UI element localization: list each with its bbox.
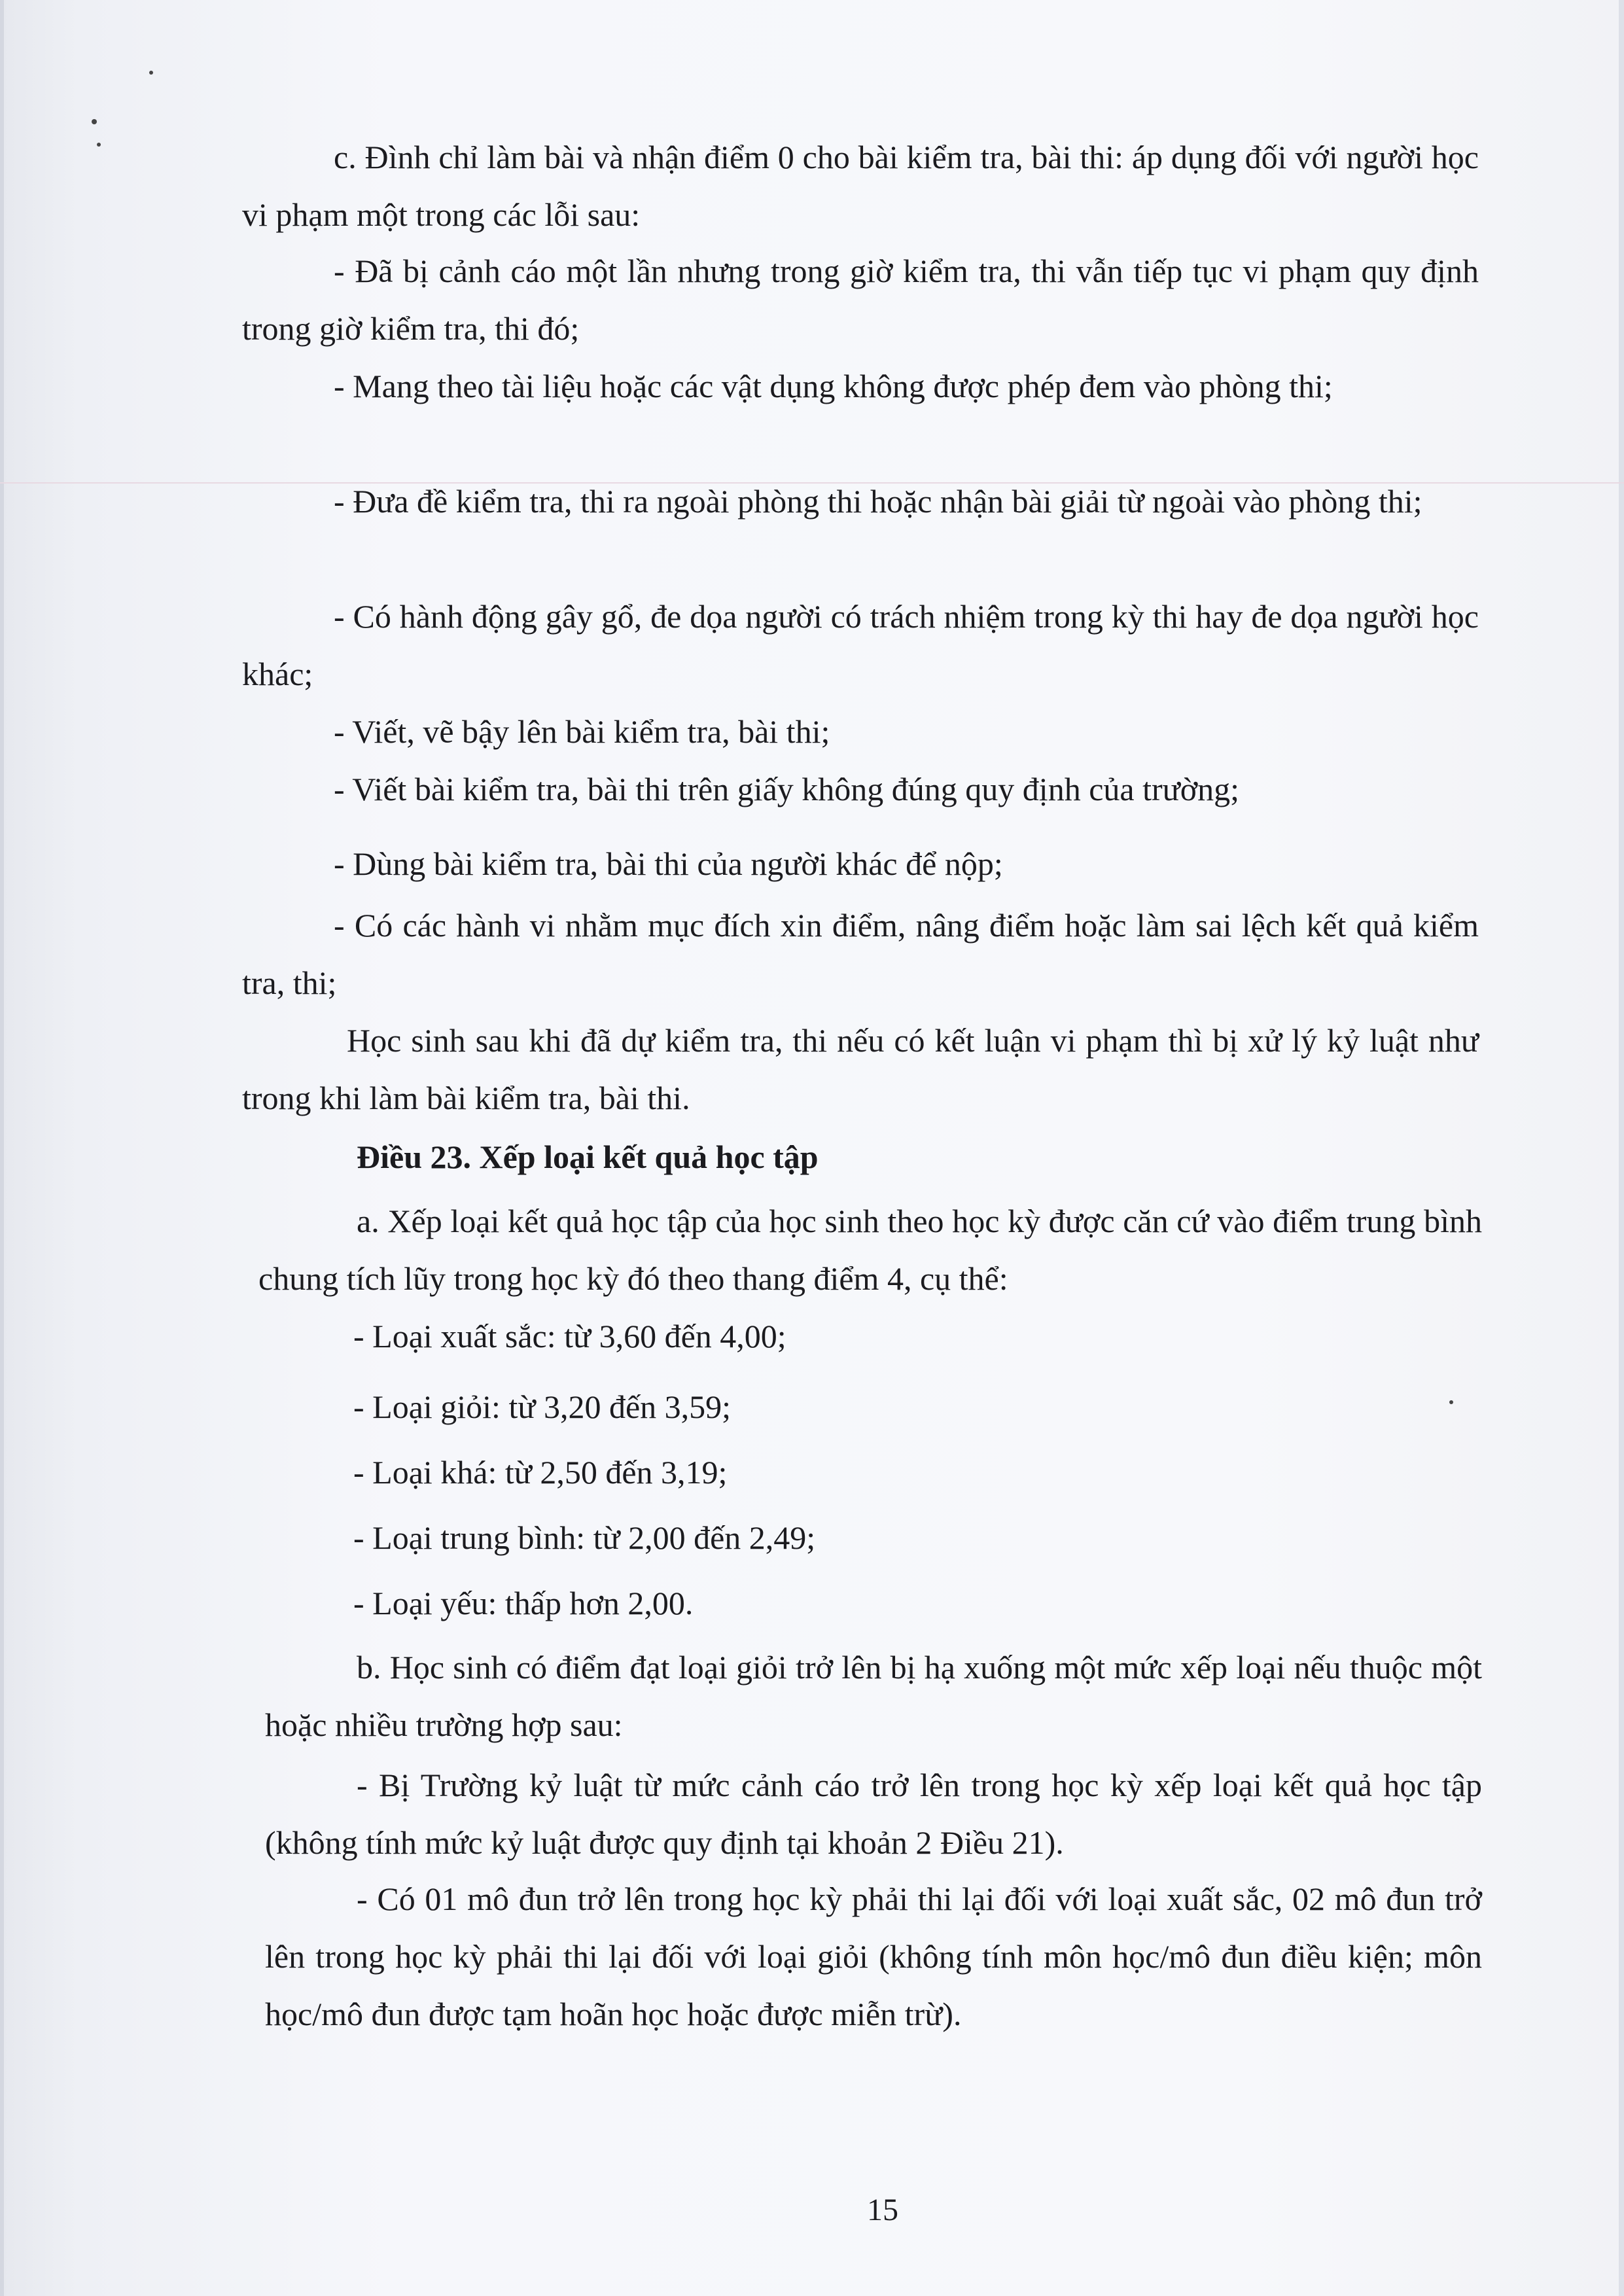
paragraph-c: c. Đình chỉ làm bài và nhận điểm 0 cho bài kiểm tra, bài thi: áp dụng đối với người học vi phạm một trong các lỗi sau: xyxy=(242,139,1479,233)
grade-item: - Loại yếu: thấp hơn 2,00. xyxy=(353,1585,694,1621)
page-number: 15 xyxy=(867,2193,898,2227)
grade-item: - Loại xuất sắc: từ 3,60 đến 4,00; xyxy=(353,1318,786,1354)
list-item: - Dùng bài kiểm tra, bài thi của người khác để nộp; xyxy=(334,845,1003,882)
condition-item: - Bị Trường kỷ luật từ mức cảnh cáo trở lên trong học kỳ xếp loại kết quả học tập (không tính mức kỷ luật được quy định tại khoản 2 Điều 21). xyxy=(265,1767,1482,1861)
paragraph-a: a. Xếp loại kết quả học tập của học sinh theo học kỳ được căn cứ vào điểm trung bình chung tích lũy trong học kỳ đó theo thang điểm 4, cụ thể: xyxy=(258,1203,1482,1297)
paragraph-b: b. Học sinh có điểm đạt loại giỏi trở lên bị hạ xuống một mức xếp loại nếu thuộc một hoặc nhiều trường hợp sau: xyxy=(265,1649,1482,1743)
list-item: - Đã bị cảnh cáo một lần nhưng trong giờ kiểm tra, thi vẫn tiếp tục vi phạm quy định trong giờ kiểm tra, thi đó; xyxy=(242,253,1479,347)
grade-item: - Loại khá: từ 2,50 đến 3,19; xyxy=(353,1454,728,1491)
list-item: - Mang theo tài liệu hoặc các vật dụng không được phép đem vào phòng thi; xyxy=(334,368,1333,404)
grade-item: - Loại giỏi: từ 3,20 đến 3,59; xyxy=(353,1388,732,1425)
list-item: - Viết, vẽ bậy lên bài kiểm tra, bài thi; xyxy=(334,713,830,750)
paragraph-note: Học sinh sau khi đã dự kiểm tra, thi nếu có kết luận vi phạm thì bị xử lý kỷ luật như trong khi làm bài kiểm tra, bài thi. xyxy=(242,1022,1479,1116)
list-item: - Có các hành vi nhằm mục đích xin điểm, nâng điểm hoặc làm sai lệch kết quả kiểm tra, thi; xyxy=(242,907,1479,1001)
grade-item: - Loại trung bình: từ 2,00 đến 2,49; xyxy=(353,1519,816,1556)
condition-item: - Có 01 mô đun trở lên trong học kỳ phải thi lại đối với loại xuất sắc, 02 mô đun trở lên trong học kỳ phải thi lại đối với loại giỏi (không tính môn học/mô đun điều kiện; môn học/mô đun được tạm hoãn học hoặc được miễn trừ). xyxy=(265,1881,1482,2032)
article-heading: Điều 23. Xếp loại kết quả học tập xyxy=(357,1139,819,1175)
list-item: - Đưa đề kiểm tra, thi ra ngoài phòng thi hoặc nhận bài giải từ ngoài vào phòng thi; xyxy=(334,483,1422,520)
list-item: - Viết bài kiểm tra, bài thi trên giấy không đúng quy định của trường; xyxy=(334,771,1240,807)
list-item: - Có hành động gây gổ, đe dọa người có trách nhiệm trong kỳ thi hay đe dọa người học khác; xyxy=(242,598,1479,692)
